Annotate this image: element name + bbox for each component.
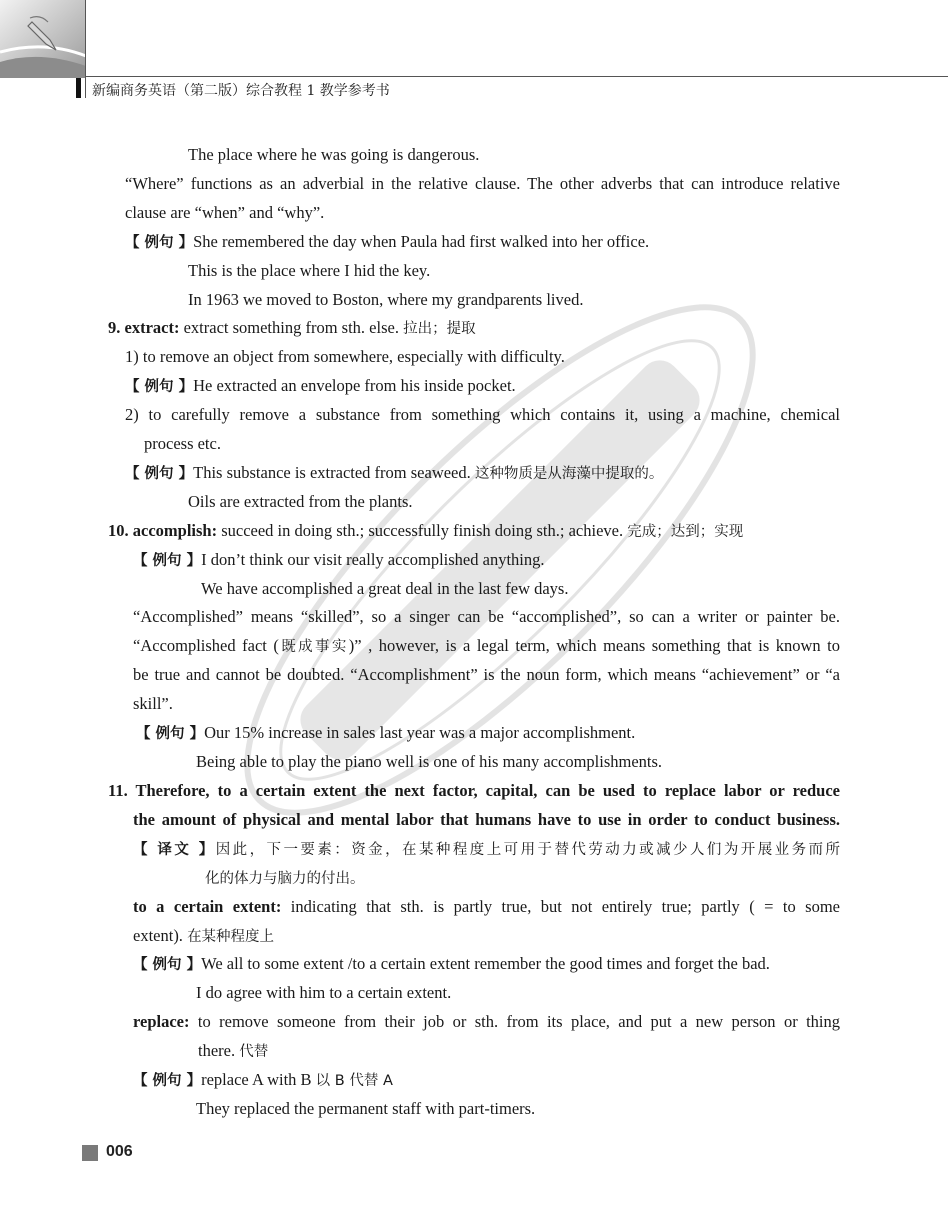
corner-decoration-graphic [0, 0, 86, 78]
text-segment: extent). [133, 926, 188, 945]
text-segment: In 1963 we moved to Boston, where my grandparents lived. [188, 290, 584, 309]
text-segment: 这种物质是从海藻中提取的。 [474, 466, 664, 482]
text-segment: Our 15% increase in sales last year was a major accomplishment. [204, 723, 636, 742]
text-segment: 化的体力与脑力的付出。 [205, 871, 365, 887]
text-line [125, 376, 516, 397]
text-line [201, 579, 568, 599]
text-line [144, 434, 221, 454]
text-segment: to a certain extent: [133, 897, 282, 916]
text-line [136, 723, 635, 744]
text-segment: be true and cannot be doubted. “Accomplishment” is the noun form, which means “achievement” or “a [133, 665, 840, 684]
text-line [133, 926, 274, 947]
text-line [125, 203, 324, 223]
example-label: 【 例句 】 [133, 1073, 202, 1089]
text-line [196, 983, 451, 1003]
header-horizontal-rule [86, 76, 948, 77]
text-segment: 既成事实 [278, 639, 349, 655]
text-line [125, 347, 565, 367]
text-segment: This is the place where I hid the key. [188, 261, 431, 280]
text-line [133, 665, 840, 685]
text-segment: indicating that sth. is partly true, but not entirely true; partly ( = to some [281, 897, 841, 916]
text-line [108, 318, 476, 339]
text-segment: 拉出；提取 [403, 321, 476, 337]
text-line [188, 492, 413, 512]
text-line [188, 145, 479, 165]
example-label: 【 例句 】 [133, 957, 202, 973]
text-line [108, 781, 840, 801]
text-segment: 9. extract: [108, 318, 180, 337]
text-line [133, 636, 840, 657]
text-segment: there. [198, 1041, 240, 1060]
header-marker [76, 78, 81, 98]
example-label: 【 例句 】 [125, 379, 194, 395]
text-segment: 完成；达到；实现 [627, 524, 744, 540]
text-segment: to remove someone from their job or sth. from its place, and put a new person or thing [189, 1012, 840, 1031]
text-line [133, 954, 770, 975]
text-segment: “Accomplished fact ( [133, 636, 279, 655]
text-segment: succeed in doing sth.; successfully finish doing sth.; achieve. [217, 521, 628, 540]
text-segment: 在某种程度上 [187, 929, 275, 945]
text-line [133, 1012, 840, 1032]
page-number: 006 [106, 1143, 133, 1160]
text-segment: process etc. [144, 434, 221, 453]
text-segment: Being able to play the piano well is one of his many accomplishments. [196, 752, 663, 771]
example-label: 【 例句 】 [133, 553, 202, 569]
text-segment: 代替 [239, 1044, 269, 1060]
text-segment: They replaced the permanent staff with part-timers. [196, 1099, 536, 1118]
text-segment: The place where he was going is dangerous. [188, 145, 480, 164]
text-segment: skill”. [133, 694, 173, 713]
text-segment: 因此，下一要素：资金，在某种程度上可用于替代劳动力或减少人们为开展业务而所 [215, 842, 840, 858]
text-segment: “Where” functions as an adverbial in the relative clause. The other adverbs that can introduce relative [125, 174, 840, 193]
text-line [133, 607, 840, 627]
text-segment: )” , however, is a legal term, which means something that is known to [348, 636, 840, 655]
text-segment: “Accomplished” means “skilled”, so a singer can be “accomplished”, so can a writer or painter be. [133, 607, 840, 626]
text-segment: I do agree with him to a certain extent. [196, 983, 452, 1002]
text-segment: 以 B 代替 A [315, 1073, 393, 1089]
text-segment: replace: [133, 1012, 190, 1031]
text-segment: the amount of physical and mental labor that humans have to use in order to conduct business. [133, 810, 840, 829]
text-line [133, 810, 840, 830]
text-line [188, 290, 583, 310]
running-header-title: 新编商务英语（第二版）综合教程 1 教学参考书 [92, 83, 390, 99]
text-segment: She remembered the day when Paula had first walked into her office. [193, 232, 650, 251]
example-label: 【 例句 】 [136, 726, 205, 742]
header-vertical-rule [85, 0, 86, 98]
page-number-marker [82, 1145, 98, 1161]
example-label: 【 例句 】 [125, 235, 194, 251]
text-line [205, 868, 365, 889]
text-line [125, 463, 663, 484]
text-line [133, 1070, 393, 1091]
text-line [133, 897, 840, 917]
text-segment: 10. accomplish: [108, 521, 218, 540]
text-segment: He extracted an envelope from his inside pocket. [193, 376, 516, 395]
text-line [196, 1099, 535, 1119]
example-label: 【 译文 】 [133, 842, 216, 858]
text-line [125, 405, 840, 425]
text-line [188, 261, 430, 281]
text-line [125, 232, 649, 253]
text-segment: 1) to remove an object from somewhere, especially with difficulty. [125, 347, 565, 366]
text-line [133, 839, 840, 860]
text-segment: This substance is extracted from seaweed. [193, 463, 475, 482]
text-segment: Oils are extracted from the plants. [188, 492, 413, 511]
text-segment: clause are “when” and “why”. [125, 203, 325, 222]
text-segment: We all to some extent /to a certain extent remember the good times and forget the bad. [201, 954, 770, 973]
text-segment: 11. Therefore, to a certain extent the next factor, capital, can be used to replace labor or reduce [108, 781, 840, 800]
text-line [125, 174, 840, 194]
text-line [133, 694, 173, 714]
example-label: 【 例句 】 [125, 466, 194, 482]
text-segment: replace A with B [201, 1070, 316, 1089]
text-segment: extract something from sth. else. [179, 318, 404, 337]
text-segment: We have accomplished a great deal in the last few days. [201, 579, 569, 598]
text-line [198, 1041, 268, 1062]
text-segment: I don’t think our visit really accomplished anything. [201, 550, 545, 569]
text-line [196, 752, 662, 772]
text-segment: 2) to carefully remove a substance from something which contains it, using a machine, chemical [125, 405, 840, 424]
text-line [108, 521, 743, 542]
text-line [133, 550, 545, 571]
